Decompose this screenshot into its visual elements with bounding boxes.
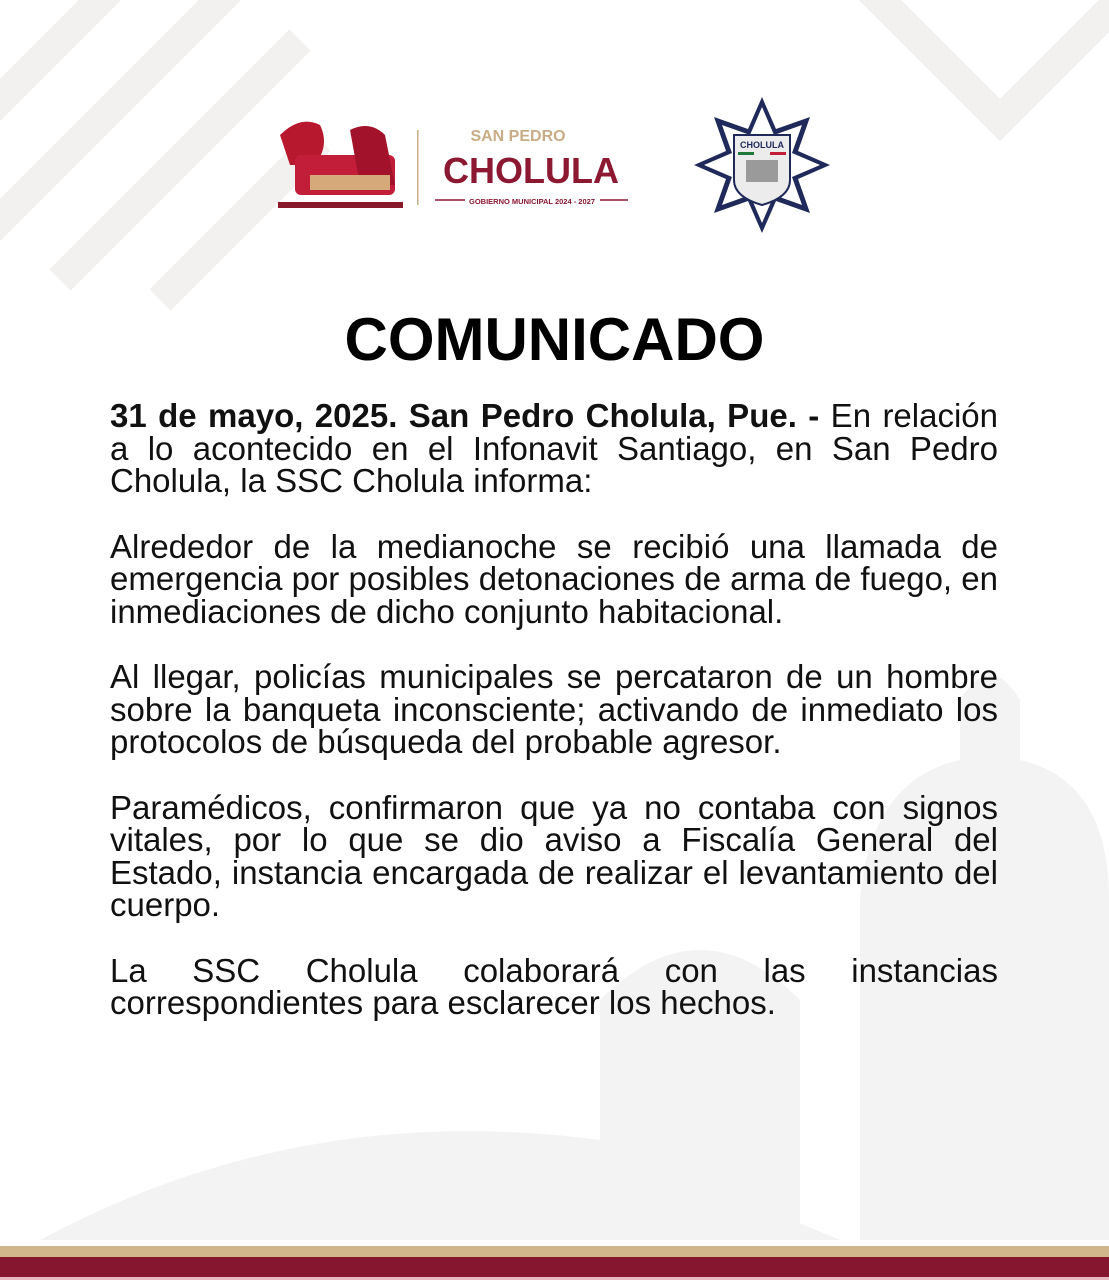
- page-title: COMUNICADO: [344, 306, 765, 373]
- logo-graphics: [270, 95, 840, 240]
- badge-text: CHOLULA: [740, 140, 784, 150]
- police-badge-icon: [694, 97, 830, 233]
- logo-cholula: CHOLULA: [443, 150, 619, 191]
- cholula-glyph-logo: [278, 122, 403, 208]
- logo-tagline: GOBIERNO MUNICIPAL 2024 - 2027: [468, 197, 596, 206]
- paragraph-intro: [110, 397, 999, 499]
- footer-gold-bar: [0, 1246, 1109, 1257]
- header-logos: [270, 95, 840, 240]
- paragraph-4: Paramédicos, confirmaron que ya no contaba con signos vitales, por lo que se dio aviso a Fiscalía General del Estado, instancia encargada de realizar el levantamiento del cuerpo.: [110, 788, 998, 923]
- statement-body: [110, 397, 999, 1053]
- paragraph-5: La SSC Cholula colaborará con las instancias correspondientes para esclarecer los hechos.: [110, 951, 998, 1021]
- logo-san-pedro: SAN PEDRO: [470, 128, 566, 145]
- footer-maroon-bar: [0, 1257, 1109, 1277]
- logo-divider: [417, 130, 419, 205]
- intro-text: En relación a lo acontecido en el Infonavit Santiago, en San Pedro Cholula, la SSC Cholula informa:: [110, 397, 999, 499]
- dateline: 31 de mayo, 2025. San Pedro Cholula, Pue. -: [110, 397, 820, 434]
- paragraph-2: Alrededor de la medianoche se recibió una llamada de emergencia por posibles detonaciones de arma de fuego, en inmediaciones de dicho conjunto habitacional.: [110, 527, 998, 630]
- paragraph-3: Al llegar, policías municipales se percataron de un hombre sobre la banqueta inconsciente; activando de inmediato los protocolos de búsqueda del probable agresor.: [110, 658, 998, 760]
